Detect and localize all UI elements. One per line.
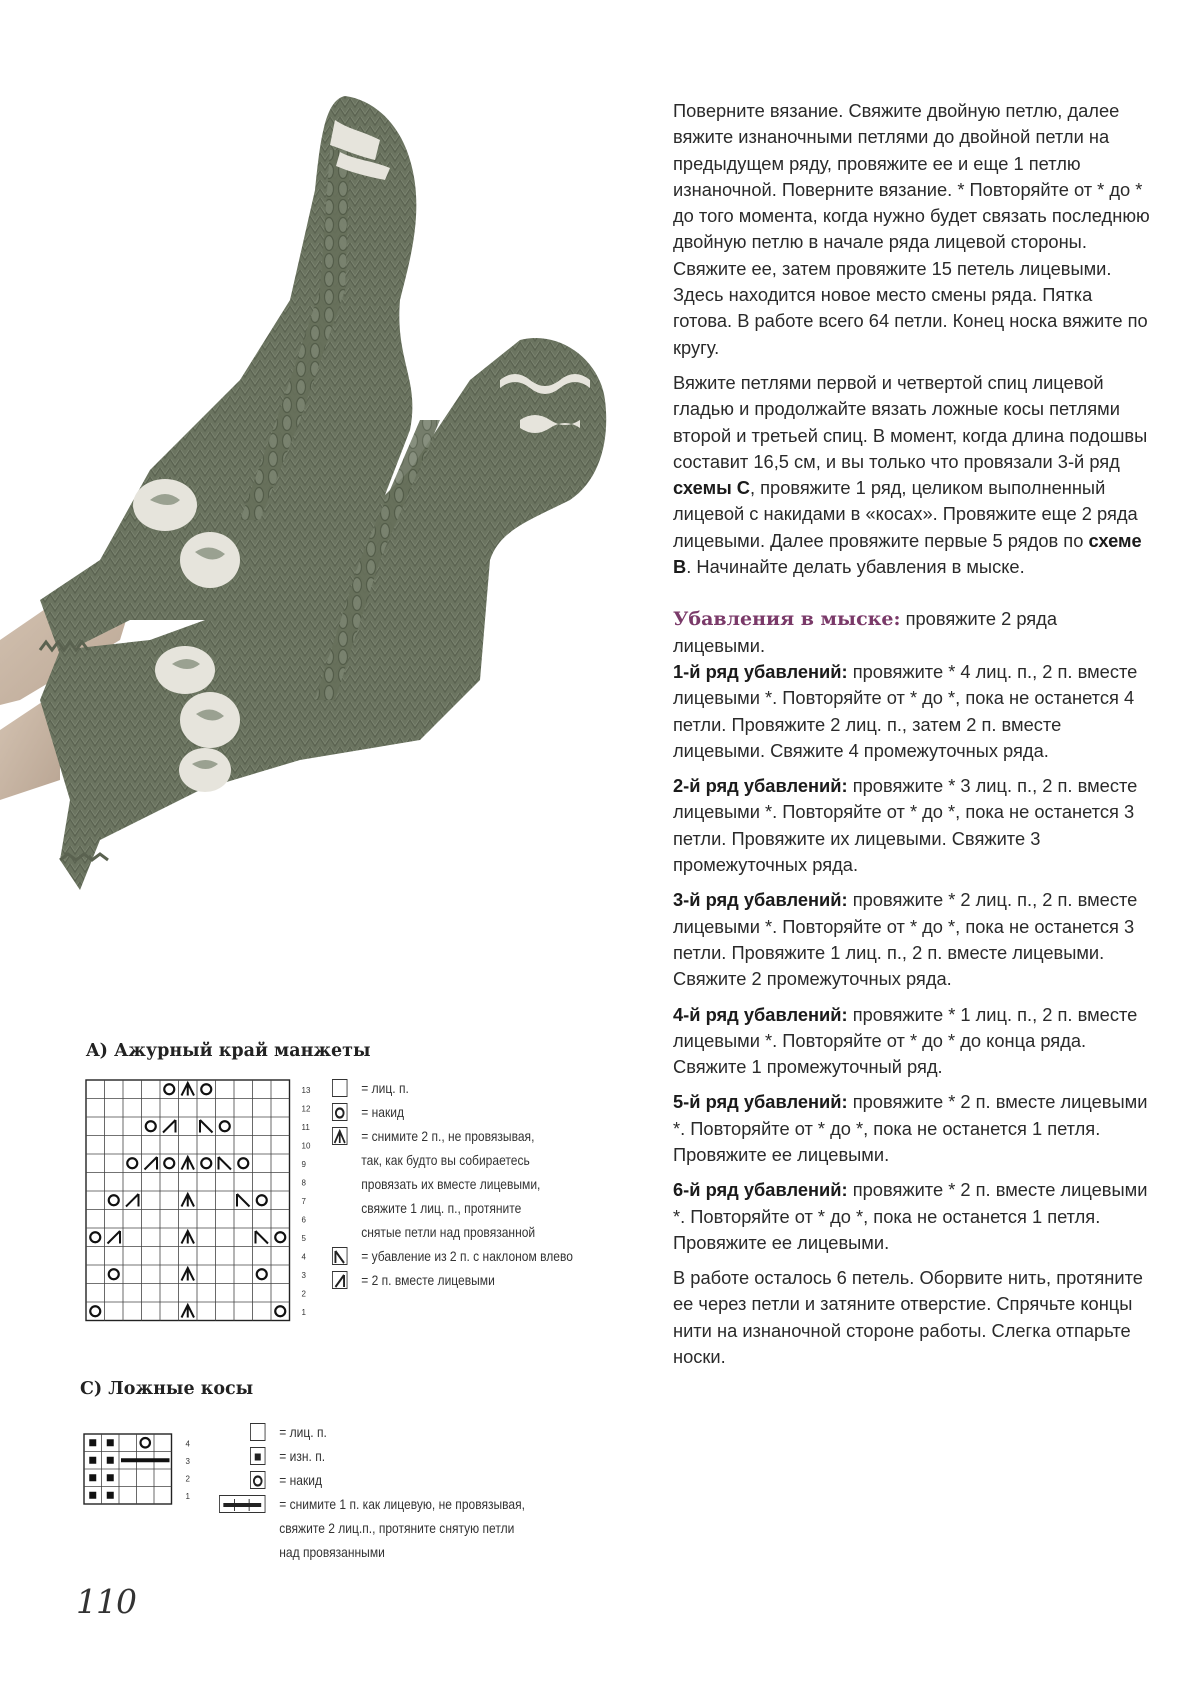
chart-a-title: A) Ажурный край манжеты (86, 1041, 371, 1061)
row-number: 7 (301, 1196, 306, 1206)
legend-ssk: = убавление из 2 п. с наклоном влево (332, 1244, 573, 1268)
legend-yarn-over: = накид (332, 1100, 573, 1124)
yarn-over-symbol-icon (332, 1103, 347, 1121)
legend-c-yarn-over: = накид (250, 1468, 525, 1492)
ssk-symbol-icon (332, 1247, 347, 1265)
paragraph-finish: В работе осталось 6 петель. Оборвите нить, протяните ее через петли и затяните отверстие. Спрячьте концы нити на изнаночной стороне работы. Слегка отпарьте носки. (673, 1267, 1143, 1368)
instructions-column (673, 98, 1151, 1379)
purl-symbol-icon (250, 1447, 265, 1465)
legend-c-knit: = лиц. п. (250, 1420, 525, 1444)
knit-symbol-icon (250, 1423, 265, 1441)
row-number: 4 (301, 1252, 306, 1262)
row-number: 2 (301, 1289, 306, 1299)
row-number: 1 (301, 1307, 306, 1317)
paragraph-heel: Поверните вязание. Свяжите двойную петлю, далее вяжите изнаночными петлями до двойной петли на предыдущем ряду, провяжите ее и еще 1 петлю изнаночной. Поверните вязание. * Повторяйте от * до * до того момента, когда нужно будет связать последнюю двойную петлю в начале ряда лицевой стороны. Свяжите ее, затем провяжите 15 петель лицевыми. Здесь находится новое место смены ряда. Пятка готова. В работе всего 64 петли. Конец носка вяжите по кругу. (673, 100, 1150, 358)
socks-photo (0, 0, 660, 1010)
decrease-row-1: 1-й ряд убавлений: провяжите * 4 лиц. п., 2 п. вместе лицевыми *. Повторяйте от * до *, пока не останется 4 петли. Провяжите 2 лиц. п., затем 2 п. вместе лицевыми. Свяжите 4 промежуточных ряда. (673, 660, 1138, 761)
P-cell-icon (107, 1474, 114, 1481)
legend-double-decrease-cont-3: свяжите 1 лиц. п., протяните (361, 1200, 522, 1216)
legend-c-slip-pass: = снимите 1 п. как лицевую, не провязывая, (250, 1492, 525, 1516)
row-number: 10 (301, 1141, 311, 1151)
paragraph-foot: Вяжите петлями первой и четвертой спиц лицевой гладью и продолжайте вязать ложные косы петлями второй и третьей спиц. В момент, когда длина подошвы составит 16,5 см, и вы только что провязали 3-й ряд схемы С, провяжите 1 ряд, целиком выполненный лицевой с накидами в «косах». Провяжите еще 2 ряда лицевыми. Далее провяжите первые 5 рядов по схеме В. Начинайте делать убавления в мыске. (673, 371, 1148, 578)
legend-double-decrease-cont-2: провязать их вместе лицевыми, (361, 1176, 541, 1192)
P-cell-icon (107, 1492, 114, 1499)
row-number: 2 (185, 1474, 190, 1484)
row-number: 4 (185, 1439, 190, 1449)
legend-double-decrease: = снимите 2 п., не провязывая, (332, 1124, 573, 1148)
row-number: 13 (301, 1085, 311, 1095)
double-decrease-symbol-icon (332, 1127, 347, 1145)
P-cell-icon (89, 1439, 96, 1446)
row-number: 9 (301, 1159, 306, 1169)
decrease-row-2: 2-й ряд убавлений: провяжите * 3 лиц. п., 2 п. вместе лицевыми *. Повторяйте от * до *, пока не останется 3 петли. Провяжите их лицевыми. Свяжите 3 промежуточных ряда. (673, 775, 1138, 876)
yarn-over-symbol-icon (250, 1471, 265, 1489)
P-cell-icon (107, 1457, 114, 1464)
legend-double-decrease-cont-4: снятые петли над провязанной (361, 1224, 536, 1240)
row-number: 3 (301, 1270, 306, 1280)
decrease-row-4: 4-й ряд убавлений: провяжите * 1 лиц. п., 2 п. вместе лицевыми *. Повторяйте от * до * до конца ряда. Свяжите 1 промежуточный ряд. (673, 1003, 1138, 1078)
row-number: 8 (301, 1178, 306, 1188)
legend-knit: = лиц. п. (332, 1076, 573, 1100)
row-number: 1 (185, 1491, 190, 1501)
legend-c-slip-pass-cont-2: над провязанными (279, 1544, 385, 1560)
row-number: 5 (301, 1233, 306, 1243)
P-cell-icon (89, 1474, 96, 1481)
decrease-row-6: 6-й ряд убавлений: провяжите * 2 п. вместе лицевыми *. Повторяйте от * до *, пока не останется 1 петля. Провяжите ее лицевыми. (673, 1179, 1148, 1253)
chart-a-grid (84, 1078, 324, 1326)
row-number: 11 (301, 1122, 310, 1132)
decrease-row-3: 3-й ряд убавлений: провяжите * 2 лиц. п., 2 п. вместе лицевыми *. Повторяйте от * до *, пока не останется 3 петли. Провяжите 1 лиц. п., 2 п. вместе лицевыми. Свяжите 2 промежуточных ряда. (673, 889, 1138, 990)
page-number: 110 (76, 1582, 136, 1621)
row-number: 6 (301, 1215, 306, 1225)
k2tog-symbol-icon (332, 1271, 347, 1289)
P-cell-icon (89, 1457, 96, 1464)
slip-knit-pass-symbol-icon (219, 1495, 265, 1513)
legend-c-purl: = изн. п. (250, 1444, 525, 1468)
toe-decrease-intro: Убавления в мыске: провяжите 2 ряда лицевыми. (673, 608, 1058, 656)
knit-symbol-icon (332, 1079, 347, 1097)
legend-k2tog: = 2 п. вместе лицевыми (332, 1268, 573, 1292)
row-number: 3 (185, 1456, 190, 1466)
P-cell-icon (107, 1439, 114, 1446)
legend-double-decrease-cont-1: так, как будто вы собираетесь (361, 1152, 530, 1168)
chart-c-title: C) Ложные косы (80, 1379, 254, 1399)
P-cell-icon (89, 1492, 96, 1499)
chart-a-legend (332, 1076, 573, 1292)
legend-c-slip-pass-cont-1: свяжите 2 лиц.п., протяните снятую петли (279, 1520, 515, 1536)
decrease-row-5: 5-й ряд убавлений: провяжите * 2 п. вместе лицевыми *. Повторяйте от * до *, пока не останется 1 петля. Провяжите ее лицевыми. (673, 1091, 1148, 1165)
row-number: 12 (301, 1104, 311, 1114)
chart-c-grid (82, 1432, 202, 1514)
chart-c-legend (250, 1420, 525, 1564)
